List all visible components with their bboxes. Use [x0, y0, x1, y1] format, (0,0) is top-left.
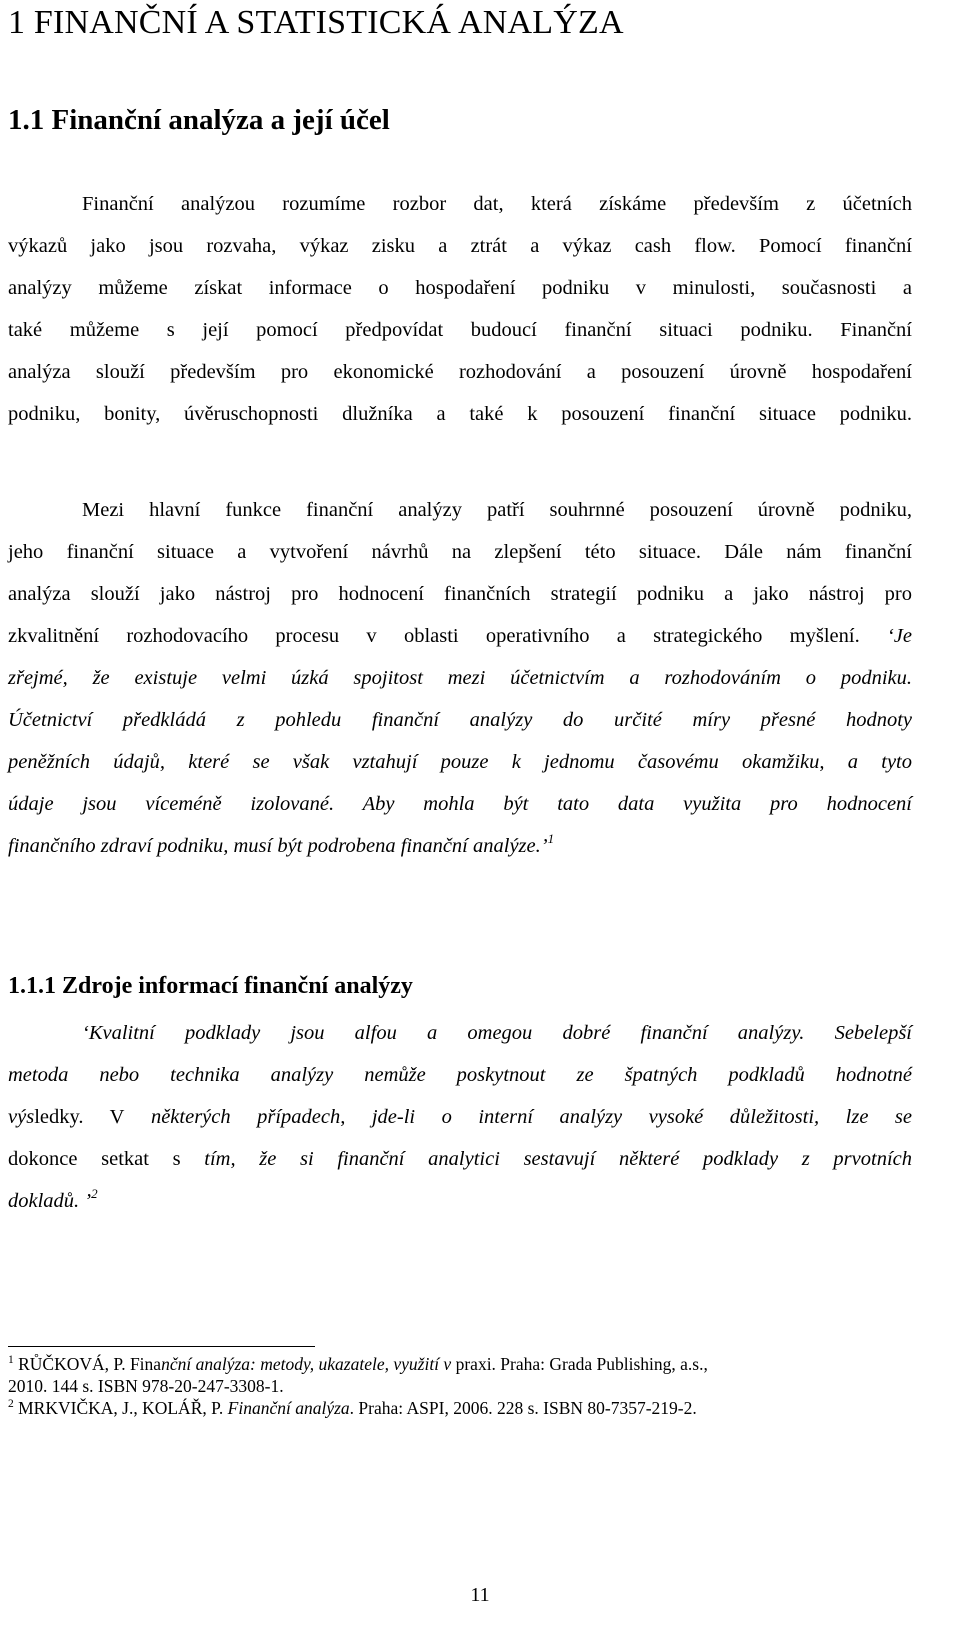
paragraph-line [8, 615, 912, 657]
line-text: finančního zdraví podniku, musí být podrobena finanční analýze. [8, 835, 541, 857]
footnote-authors: MRKVIČKA, J., KOLÁŘ, P. [13, 1398, 228, 1418]
quote-line [8, 1138, 912, 1180]
line-text: ledky. V [34, 1106, 125, 1128]
paragraph-line: také můžeme s její pomocí předpovídat budoucí finanční situaci podniku. Finanční [8, 319, 912, 341]
footnotes [8, 1353, 912, 1419]
paragraph-line: analýza slouží především pro ekonomické rozhodování a posouzení úrovně hospodaření [8, 361, 912, 383]
footnote-1-cont: 2010. 144 s. ISBN 978-20-247-3308-1. [8, 1376, 284, 1396]
footnote-ref[interactable]: 2 [91, 1186, 98, 1201]
paragraph-line: podniku, bonity, úvěruschopnosti dlužníka a také k posouzení finanční situace podniku. [8, 403, 912, 425]
paragraph-line: analýzy můžeme získat informace o hospodaření podniku v minulosti, současnosti a [8, 277, 912, 299]
line-text: tím, že si finanční analytici sestavují některé podklady z prvotních [180, 1148, 912, 1170]
quote-line: metoda nebo technika analýzy nemůže poskytnout ze špatných podkladů hodnotné [8, 1064, 912, 1086]
line-text: dokonce setkat s [8, 1148, 181, 1170]
paragraph-line: analýza slouží jako nástroj pro hodnocení finančních strategií podniku a jako nástroj pro [8, 583, 912, 605]
footnote-publisher: praxi. Praha: Grada Publishing, a.s., [451, 1354, 708, 1374]
footnote-authors: RŮČKOVÁ, P. Fina [13, 1354, 162, 1374]
quote-line: ‘Kvalitní podklady jsou alfou a omegou dobré finanční analýzy. Sebelepší [82, 1022, 912, 1044]
paragraph-line: jeho finanční situace a vytvoření návrhů na zlepšení této situace. Dále nám finanční [8, 541, 912, 563]
quote-line: Účetnictví předkládá z pohledu finanční analýzy do určité míry přesné hodnoty [8, 709, 912, 731]
footnote-divider [8, 1346, 315, 1347]
subsection-heading: 1.1.1 Zdroje informací finanční analýzy [8, 973, 413, 999]
section-heading: 1.1 Finanční analýza a její účel [8, 104, 390, 136]
footnote-ref[interactable]: 1 [547, 831, 555, 846]
line-text: dokladů. [8, 1190, 80, 1212]
quote-line [8, 1096, 912, 1138]
quote-line: zřejmé, že existuje velmi úzká spojitost mezi účetnictvím a rozhodováním o podniku. [8, 667, 912, 689]
footnote-number: 2 [8, 1398, 14, 1410]
footnote-title: nční analýza: metody, ukazatele, využití v [161, 1354, 452, 1374]
quote-start: ‘Je [886, 625, 912, 647]
line-text: výs [8, 1106, 35, 1128]
paragraph-line: výkazů jako jsou rozvaha, výkaz zisku a ztrát a výkaz cash flow. Pomocí finanční [8, 235, 912, 257]
paragraph-line: Mezi hlavní funkce finanční analýzy patří souhrnné posouzení úrovně podniku, [82, 499, 912, 521]
quote-line [8, 825, 912, 867]
quote-line: peněžních údajů, které se však vztahují pouze k jednomu časovému okamžiku, a tyto [8, 751, 912, 773]
footnote-publisher: . Praha: ASPI, 2006. 228 s. ISBN 80-7357-219-2. [349, 1398, 697, 1418]
paragraph-sources [8, 1012, 912, 1222]
paragraph-line: Finanční analýzou rozumíme rozbor dat, která získáme především z účetních [82, 193, 912, 215]
line-text: některých případech, jde-li o interní analýzy vysoké důležitosti, lze se [124, 1106, 913, 1128]
quote-line: údaje jsou víceméně izolované. Aby mohla být tato data využita pro hodnocení [8, 793, 912, 815]
paragraph-functions [8, 489, 912, 867]
line-text: zkvalitnění rozhodovacího procesu v oblasti operativního a strategického myšlení. [8, 625, 860, 647]
quote-end: ’ [540, 835, 548, 857]
page-number: 11 [470, 1584, 490, 1606]
paragraph-intro [8, 183, 912, 435]
quote-line [8, 1180, 912, 1222]
footnote-2 [8, 1397, 912, 1419]
footnote-1 [8, 1353, 912, 1375]
quote-end: ’ [79, 1190, 92, 1212]
footnote-title: Finanční analýza [227, 1398, 350, 1418]
footnote-number: 1 [8, 1354, 14, 1366]
chapter-heading: 1 FINANČNÍ A STATISTICKÁ ANALÝZA [8, 4, 624, 41]
